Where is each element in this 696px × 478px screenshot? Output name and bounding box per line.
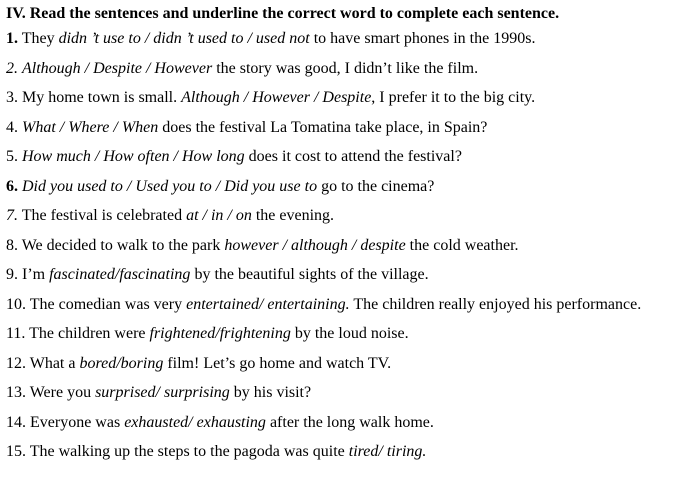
sentence-item (6, 54, 694, 84)
sentence-text-before: The festival is celebrated (18, 207, 187, 224)
answer-options[interactable]: Although / However / Despite (181, 89, 372, 106)
sentence-text-after: the cold weather. (405, 236, 519, 254)
sentence-item (6, 408, 694, 438)
answer-options[interactable]: fascinated/fascinating (49, 266, 191, 283)
sentence-number: 5. (6, 148, 18, 165)
answer-options[interactable]: What / Where / When (22, 118, 159, 136)
answer-options[interactable]: at / in / on (186, 207, 252, 224)
sentence-text-after: by his visit? (229, 384, 312, 401)
sentence-text-before: The walking up the steps to the pagoda was quite (26, 443, 349, 460)
sentence-text-after: the evening. (251, 207, 335, 224)
sentence-item (6, 349, 694, 379)
sentence-number: 4. (6, 118, 18, 136)
sentence-text-after: does it cost to attend the festival? (244, 148, 462, 165)
sentence-text-after: The children really enjoyed his performance. (349, 295, 642, 313)
answer-options[interactable]: tired/ tiring. (348, 443, 427, 460)
sentence-item (6, 113, 694, 143)
sentence-text-after: after the long walk home. (265, 413, 434, 431)
sentence-text-before: The children were (25, 325, 150, 342)
sentence-number: 8. (6, 236, 18, 254)
sentence-number: 9. (6, 266, 18, 283)
sentence-text-after: by the loud noise. (290, 325, 409, 342)
sentence-text-after: to have smart phones in the 1990s. (309, 30, 536, 47)
sentence-number: 14. (6, 413, 26, 431)
answer-options[interactable]: Did you used to / Used you to / Did you use to (22, 177, 318, 195)
answer-options[interactable]: however / although / despite (224, 236, 406, 254)
worksheet (6, 4, 694, 467)
answer-options[interactable]: Although / Despite / However (22, 59, 213, 77)
sentence-number: 7. (6, 207, 18, 224)
sentence-item (6, 231, 694, 261)
answer-options[interactable]: frightened/frightening (149, 325, 291, 342)
sentence-item (6, 260, 694, 290)
sentence-item (6, 319, 694, 349)
sentence-item (6, 83, 694, 113)
sentence-text-before: I’m (18, 266, 50, 283)
sentence-number: 12. (6, 354, 26, 372)
sentence-item (6, 437, 694, 467)
answer-options[interactable]: didn ’t use to / didn ’t used to / used not (58, 30, 310, 47)
sentence-text-after: by the beautiful sights of the village. (190, 266, 429, 283)
sentence-item (6, 24, 694, 54)
answer-options[interactable]: entertained/ entertaining. (186, 295, 350, 313)
answer-options[interactable]: surprised/ surprising (95, 384, 230, 401)
sentence-text-before: They (18, 30, 59, 47)
sentence-item (6, 290, 694, 320)
sentence-number: 11. (6, 325, 26, 342)
sentence-number: 2. (6, 59, 18, 77)
sentence-item (6, 142, 694, 172)
sentence-number: 6. (6, 177, 18, 195)
sentence-text-before: The comedian was very (26, 295, 187, 313)
sentence-list (6, 24, 694, 467)
sentence-text-before: My home town is small. (18, 89, 182, 106)
answer-options[interactable]: How much / How often / How long (22, 148, 245, 165)
sentence-item (6, 378, 694, 408)
sentence-number: 1. (6, 30, 18, 47)
sentence-text-before: What a (26, 354, 80, 372)
sentence-text-before: Were you (26, 384, 96, 401)
sentence-item (6, 201, 694, 231)
sentence-text-after: film! Let’s go home and watch TV. (163, 354, 392, 372)
sentence-text-after: go to the cinema? (317, 177, 435, 195)
sentence-number: 13. (6, 384, 26, 401)
sentence-text-after: , I prefer it to the big city. (371, 89, 536, 106)
answer-options[interactable]: bored/boring (79, 354, 164, 372)
sentence-item (6, 172, 694, 202)
sentence-text-before: Everyone was (26, 413, 125, 431)
sentence-number: 15. (6, 443, 26, 460)
sentence-text-after: does the festival La Tomatina take place, in Spain? (158, 118, 488, 136)
sentence-number: 10. (6, 295, 26, 313)
sentence-number: 3. (6, 89, 18, 106)
exercise-heading: IV. Read the sentences and underline the correct word to complete each sentence. (6, 5, 560, 22)
answer-options[interactable]: exhausted/ exhausting (124, 413, 266, 431)
sentence-text-before: We decided to walk to the park (18, 236, 225, 254)
sentence-text-after: the story was good, I didn’t like the film. (212, 59, 479, 77)
